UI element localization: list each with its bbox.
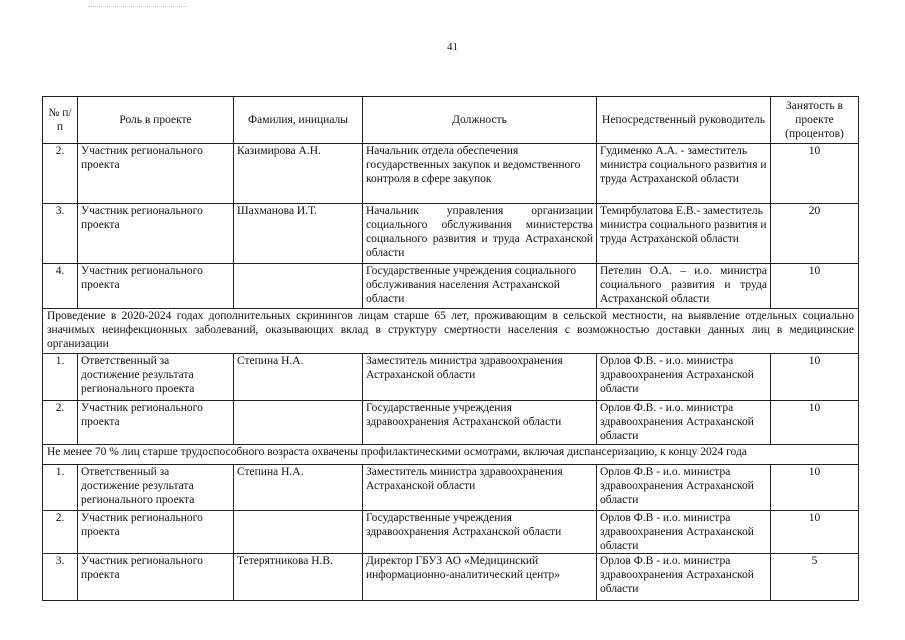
row-num: 1. — [43, 465, 78, 511]
row-role: Участник регионального проекта — [78, 144, 234, 204]
row-position: Начальник управления организации социального обслуживания министерства социального развития и труда Астраханской области — [363, 204, 597, 264]
row-supervisor: Петелин О.А. – и.о. министра социального развития и труда Астраханской области — [597, 264, 771, 309]
header-supervisor: Непосредственный руководитель — [597, 97, 771, 144]
row-num: 2. — [43, 144, 78, 204]
row-name: Степина Н.А. — [234, 354, 363, 401]
row-position: Начальник отдела обеспечения государственных закупок и ведомственного контроля в сфере закупок — [363, 144, 597, 204]
row-supervisor: Темирбулатова Е.В.- заместитель министра социального развития и труда Астраханской области — [597, 204, 771, 264]
row-role: Участник регионального проекта — [78, 401, 234, 445]
row-position: Государственные учреждения здравоохранения Астраханской области — [363, 401, 597, 445]
table-row — [43, 465, 859, 511]
table-row — [43, 354, 859, 401]
section-row — [43, 309, 859, 354]
row-role: Ответственный за достижение результата регионального проекта — [78, 354, 234, 401]
table-row — [43, 204, 859, 264]
row-role: Участник регионального проекта — [78, 204, 234, 264]
section-title: Не менее 70 % лиц старше трудоспособного возраста охвачены профилактическими осмотрами, включая диспансеризацию, к концу 2024 года — [43, 445, 859, 465]
row-occupancy: 10 — [771, 354, 859, 401]
row-position: Заместитель министра здравоохранения Астраханской области — [363, 354, 597, 401]
row-role: Участник регионального проекта — [78, 511, 234, 554]
page-number: 41 — [447, 41, 458, 53]
header-num: № п/п — [43, 97, 78, 144]
header-occupancy: Занятость в проекте (процентов) — [771, 97, 859, 144]
row-occupancy: 10 — [771, 401, 859, 445]
row-role: Участник регионального проекта — [78, 264, 234, 309]
header-row — [43, 97, 859, 144]
header-role: Роль в проекте — [78, 97, 234, 144]
row-supervisor: Орлов Ф.В - и.о. министра здравоохранения Астраханской области — [597, 465, 771, 511]
row-occupancy: 20 — [771, 204, 859, 264]
row-name: Тетерятникова Н.В. — [234, 554, 363, 601]
row-num: 3. — [43, 204, 78, 264]
row-name: Степина Н.А. — [234, 465, 363, 511]
row-position: Заместитель министра здравоохранения Астраханской области — [363, 465, 597, 511]
row-supervisor: Орлов Ф.В - и.о. министра здравоохранения Астраханской области — [597, 554, 771, 601]
row-occupancy: 10 — [771, 511, 859, 554]
header-name: Фамилия, инициалы — [234, 97, 363, 144]
row-num: 4. — [43, 264, 78, 309]
scan-artifact — [88, 6, 188, 10]
row-supervisor: Гудименко А.А. - заместитель министра социального развития и труда Астраханской области — [597, 144, 771, 204]
row-name: Шахманова И.Т. — [234, 204, 363, 264]
table-row — [43, 264, 859, 309]
row-num: 2. — [43, 401, 78, 445]
row-supervisor: Орлов Ф.В. - и.о. министра здравоохранения Астраханской области — [597, 401, 771, 445]
row-occupancy: 10 — [771, 144, 859, 204]
row-occupancy: 10 — [771, 264, 859, 309]
row-occupancy: 10 — [771, 465, 859, 511]
row-role: Ответственный за достижение результата регионального проекта — [78, 465, 234, 511]
table-row — [43, 554, 859, 601]
row-name — [234, 401, 363, 445]
section-title: Проведение в 2020-2024 годах дополнительных скринингов лицам старше 65 лет, проживающим в сельской местности, на выявление отдельных социально значимых неинфекционных заболеваний, оказывающих вклад в структуру смертности населения с возможностью доставки данных лиц в медицинские организации — [43, 309, 859, 354]
table-row — [43, 511, 859, 554]
row-name — [234, 264, 363, 309]
row-position: Директор ГБУЗ АО «Медицинский информационно-аналитический центр» — [363, 554, 597, 601]
row-occupancy: 5 — [771, 554, 859, 601]
project-team-table — [42, 96, 859, 601]
row-name — [234, 511, 363, 554]
row-num: 1. — [43, 354, 78, 401]
row-position: Государственные учреждения социального обслуживания населения Астраханской области — [363, 264, 597, 309]
table-row — [43, 144, 859, 204]
row-num: 3. — [43, 554, 78, 601]
table-row — [43, 401, 859, 445]
header-position: Должность — [363, 97, 597, 144]
row-num: 2. — [43, 511, 78, 554]
row-supervisor: Орлов Ф.В. - и.о. министра здравоохранения Астраханской области — [597, 354, 771, 401]
row-position: Государственные учреждения здравоохранения Астраханской области — [363, 511, 597, 554]
row-name: Казимирова А.Н. — [234, 144, 363, 204]
section-row — [43, 445, 859, 465]
row-role: Участник регионального проекта — [78, 554, 234, 601]
row-supervisor: Орлов Ф.В - и.о. министра здравоохранения Астраханской области — [597, 511, 771, 554]
